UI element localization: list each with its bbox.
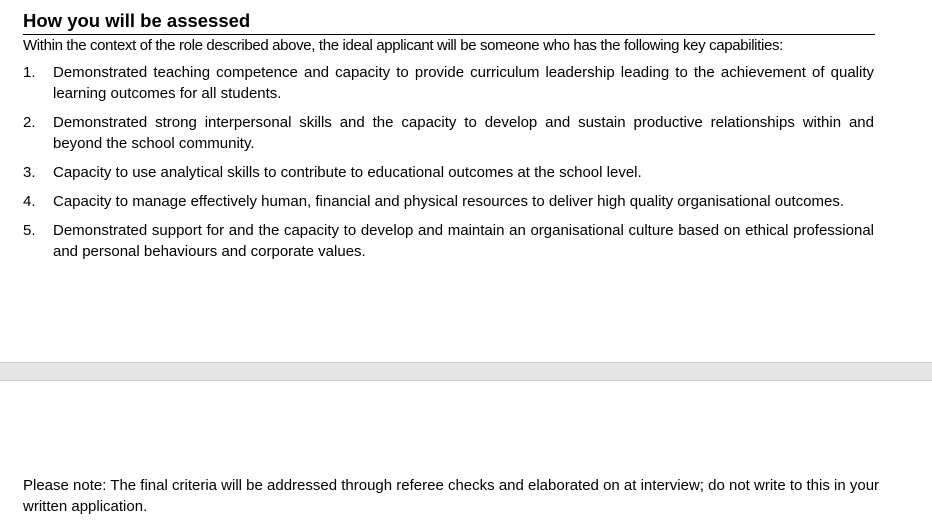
criteria-text: Demonstrated teaching competence and capacity to provide curriculum leadership leading to the achievement of quality learning outcomes for all students. [53, 64, 874, 102]
criteria-item [23, 191, 874, 212]
intro-text: Within the context of the role described above, the ideal applicant will be someone who has the following key capabilities: [23, 37, 783, 54]
criteria-number: 1. [23, 64, 36, 81]
criteria-number: 3. [23, 164, 36, 181]
criteria-item [23, 162, 874, 183]
criteria-list [23, 62, 874, 270]
assessment-note: Please note: The final criteria will be addressed through referee checks and elaborated on at interview; do not write to this in your written application. [23, 477, 880, 515]
criteria-text: Demonstrated support for and the capacity to develop and maintain an organisational culture based on ethical professional and personal behaviours and corporate values. [53, 222, 874, 260]
criteria-number: 2. [23, 114, 36, 131]
criteria-text: Demonstrated strong interpersonal skills and the capacity to develop and sustain productive relationships within and beyond the school community. [53, 114, 874, 152]
document-page-bottom [0, 381, 932, 532]
page-break-gap [0, 362, 932, 381]
criteria-number: 4. [23, 193, 36, 210]
criteria-number: 5. [23, 222, 36, 239]
criteria-item [23, 112, 874, 154]
criteria-text: Capacity to manage effectively human, financial and physical resources to deliver high quality organisational outcomes. [53, 193, 845, 210]
criteria-text: Capacity to use analytical skills to contribute to educational outcomes at the school level. [53, 164, 642, 181]
criteria-item [23, 62, 874, 104]
section-heading: How you will be assessed [23, 9, 875, 35]
criteria-item [23, 220, 874, 262]
